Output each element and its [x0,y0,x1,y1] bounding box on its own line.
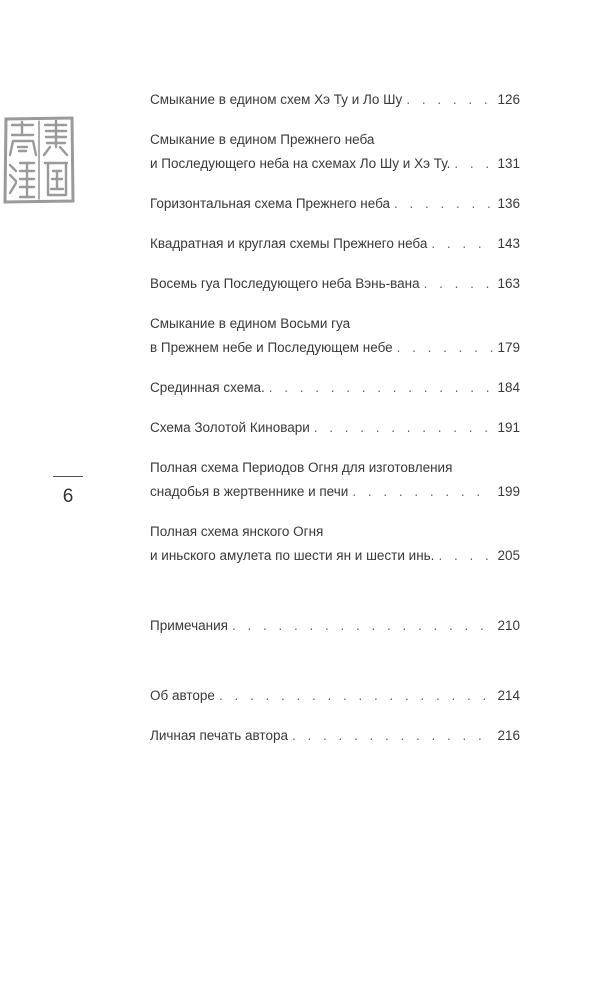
toc-entry-title: Смыкание в едином схем Хэ Ту и Ло Шу [150,92,403,107]
toc-page-number: 143 [497,236,520,251]
toc-page-number: 131 [497,156,520,171]
toc-page-number: 205 [497,548,520,563]
toc-entry [150,614,520,638]
toc-entry-title: в Прежнем небе и Последующем небе [150,340,393,355]
toc-line [150,456,520,480]
toc-entry [150,456,520,504]
toc-entry-title: Об авторе [150,688,215,703]
toc-line [150,416,520,440]
toc-entry [150,376,520,400]
toc-line [150,128,520,152]
toc-dot-leader [352,480,493,504]
toc-line [150,376,520,400]
toc-entry-title: Восемь гуа Последующего неба Вэнь-вана [150,276,420,291]
toc-line [150,336,520,360]
toc-page-number: 214 [497,688,520,703]
toc-page-number: 210 [497,618,520,633]
toc-page-number: 136 [497,196,520,211]
page-number: 6 [62,486,74,507]
toc-page-number: 199 [497,484,520,499]
toc-page-number: 216 [497,728,520,743]
toc-line [150,232,520,256]
toc-page-number: 126 [497,92,520,107]
toc-entry-title: Квадратная и круглая схемы Прежнего неба [150,236,428,251]
toc-dot-leader [292,724,493,748]
toc-entry-title: и Последующего неба на схемах Ло Шу и Хэ Ту. [150,156,451,171]
toc-dot-leader [424,272,494,296]
toc-dot-leader [406,88,493,112]
toc-entry [150,272,520,296]
toc-page-number: 163 [497,276,520,291]
toc-line [150,684,520,708]
toc-entry [150,128,520,176]
toc-line [150,614,520,638]
toc-entry-title: Примечания [150,618,228,633]
toc-dot-leader [232,614,494,638]
toc-page-number: 184 [497,380,520,395]
toc-line [150,152,520,176]
toc-entry [150,232,520,256]
page-number-rule [53,476,83,477]
toc-entry-title: Смыкание в едином Прежнего неба [150,132,375,147]
toc-line [150,724,520,748]
toc-entry-title: Полная схема янского Огня [150,524,324,539]
toc-dot-leader [397,336,494,360]
toc-dot-leader [394,192,493,216]
toc-dot-leader [438,544,493,568]
page-number-block [53,476,83,507]
toc-entry [150,192,520,216]
toc-entry-title: Смыкание в едином Восьми гуа [150,316,351,331]
toc-dot-leader [219,684,494,708]
toc-entry-title: и иньского амулета по шести ян и шести инь. [150,548,435,563]
toc-entry-title: Срединная схема. [150,380,265,395]
toc-entry [150,312,520,360]
toc-entry-title: снадобья в жертвеннике и печи [150,484,349,499]
toc-line [150,192,520,216]
toc-dot-leader [431,232,493,256]
toc-entry [150,684,520,708]
toc-line [150,312,520,336]
toc-entry-title: Полная схема Периодов Огня для изготовления [150,460,453,475]
toc-dot-leader [454,152,493,176]
toc-entry [150,88,520,112]
toc-line [150,480,520,504]
toc-dot-leader [314,416,494,440]
toc-entry-title: Личная печать автора [150,728,288,743]
toc-line [150,272,520,296]
toc-page-number: 191 [497,420,520,435]
toc-line [150,520,520,544]
toc-entry [150,724,520,748]
toc-entry-title: Схема Золотой Киновари [150,420,310,435]
toc-dot-leader [269,376,494,400]
toc-entry-title: Горизонтальная схема Прежнего неба [150,196,391,211]
toc-entry [150,416,520,440]
toc-line [150,88,520,112]
table-of-contents [150,88,520,748]
toc-entry [150,520,520,568]
seal-stamp-image [0,113,77,206]
toc-line [150,544,520,568]
toc-page-number: 179 [497,340,520,355]
